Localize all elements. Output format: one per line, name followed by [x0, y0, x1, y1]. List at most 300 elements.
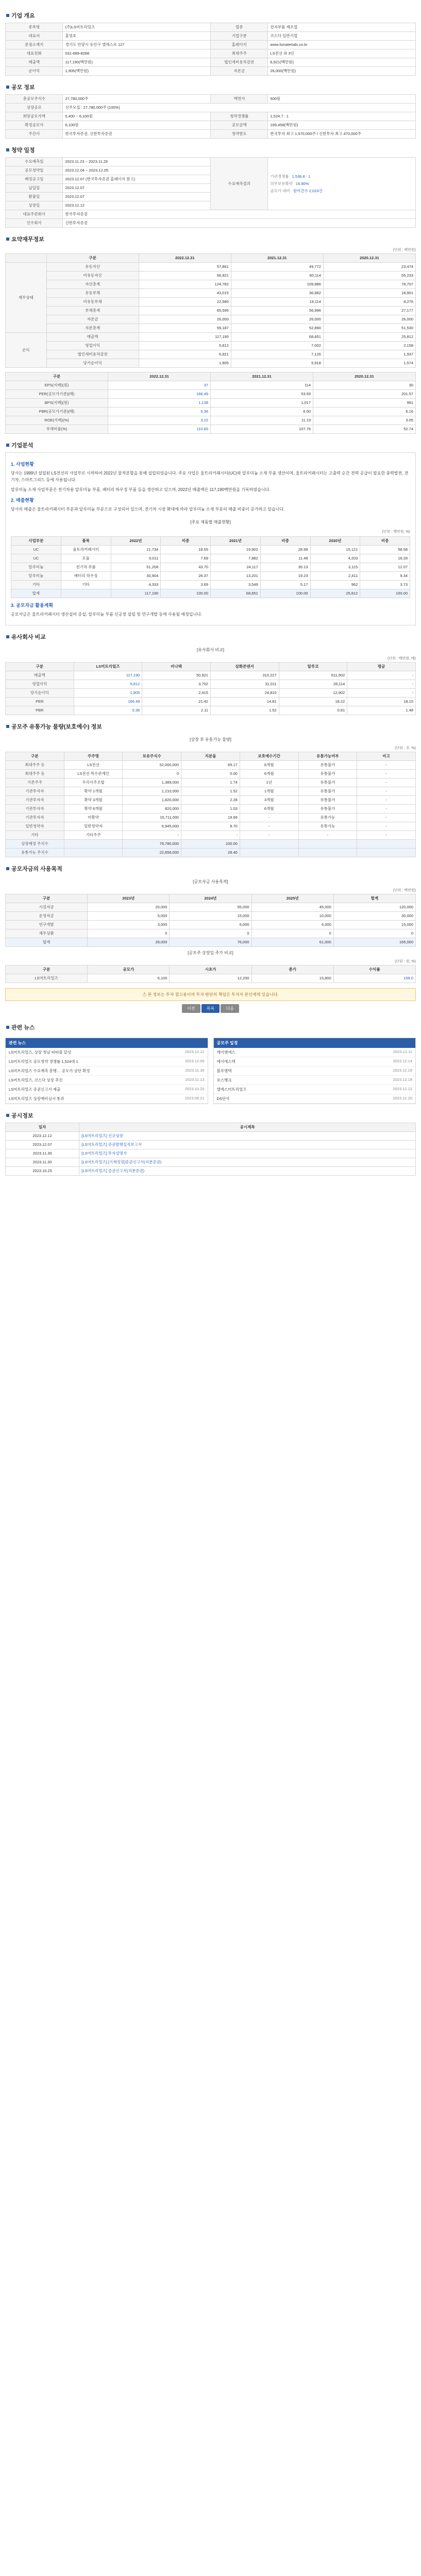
table-cell: 7,002 — [231, 342, 323, 350]
bullet-icon — [6, 148, 9, 151]
table-row — [6, 298, 416, 307]
table-cell: 159.0 — [333, 974, 415, 983]
table-cell: 자본금 — [46, 315, 139, 324]
table-cell — [298, 840, 357, 849]
table-header-row — [6, 663, 416, 671]
column-header: 유통가능여부 — [298, 752, 357, 761]
compare-caption: [공모주 상장일 주가 비교] — [188, 951, 233, 955]
table-cell: 0 — [88, 929, 170, 938]
table-row — [6, 67, 416, 76]
table-cell: 알루미늄 — [11, 572, 61, 581]
basic-info-table — [5, 23, 416, 76]
list-item[interactable] — [6, 1048, 208, 1057]
section-title-holders — [5, 715, 416, 734]
bullet-icon — [6, 86, 9, 89]
table-cell: 45,000 — [251, 903, 333, 912]
list-button[interactable]: 목록 — [201, 1004, 220, 1013]
field-label: 업종 — [210, 23, 267, 32]
table-cell: 15,121 — [310, 546, 360, 554]
table-row — [6, 324, 416, 333]
disclosure-link[interactable]: [LS머트리얼즈] 증권발행실적보고서 — [79, 1141, 416, 1149]
table-cell — [240, 849, 298, 857]
list-item[interactable] — [214, 1048, 416, 1057]
table-cell: 165,000 — [333, 938, 415, 947]
table-row — [6, 912, 416, 921]
table-row — [6, 831, 416, 840]
table-cell: 59,187 — [139, 324, 231, 333]
field-label: 납입일 — [6, 184, 63, 193]
demand-item — [270, 173, 413, 180]
column-header: 비중 — [161, 537, 211, 546]
table-cell: - — [357, 814, 416, 822]
table-cell: 43,015 — [139, 289, 231, 298]
field-value: LS전선 외 3인 — [268, 49, 416, 58]
table-cell: - — [240, 822, 298, 831]
field-value: 2023.12.12 — [63, 201, 211, 210]
table-cell: 0 — [333, 929, 415, 938]
table-cell: 비유동자산 — [46, 272, 139, 280]
field-label: 희망공모가액 — [6, 112, 63, 121]
table-cell: - — [123, 831, 181, 840]
table-cell: 962 — [310, 581, 360, 589]
table-cell: 15,000 — [333, 921, 415, 929]
table-cell: - — [357, 831, 416, 840]
table-cell: 68,651 — [231, 333, 323, 342]
list-item-date: 2023.12.20 — [393, 1096, 412, 1100]
column-header: 구분 — [6, 752, 64, 761]
table-cell: 28,000 — [88, 938, 170, 947]
list-item[interactable] — [6, 1057, 208, 1066]
field-value: 2023.11.23 ~ 2023.11.29 — [63, 158, 211, 166]
table-cell: 기타주주 — [64, 831, 123, 840]
table-cell: 1,138 — [108, 399, 211, 408]
list-item-title: LS머트리얼즈 증권신고서 제출 — [9, 1087, 61, 1092]
disclosure-link[interactable]: [LS머트리얼즈] [기재정정]증권신고서(지분증권) — [79, 1158, 416, 1167]
column-header: 비중 — [360, 537, 410, 546]
table-cell: 2,415 — [142, 689, 211, 698]
table-cell: 8.70 — [181, 822, 240, 831]
table-cell: - — [240, 831, 298, 840]
column-header: 비고 — [357, 752, 416, 761]
table-row — [11, 563, 410, 572]
table-cell: 11.19 — [211, 416, 313, 425]
table-cell: 당기순이익 — [46, 359, 139, 368]
analysis-paragraph: 알루미늄 소재 사업부문은 전기차용 알루미늄 부품, 배터리 하우징 부품 등을 생산하고 있으며, 2022년 매출액은 117,190백만원을 기록하였습니다. — [11, 487, 271, 492]
table-cell: 채무상환 — [6, 929, 88, 938]
list-item[interactable] — [214, 1076, 416, 1085]
table-cell: 21,734 — [111, 546, 161, 554]
list-item-title: 블루엠텍 — [216, 1069, 232, 1073]
table-cell: 0 — [123, 770, 181, 778]
table-cell: 6,921 — [139, 350, 231, 359]
table-row — [6, 23, 416, 32]
disclosure-date: 2023.11.30 — [6, 1149, 79, 1158]
schedule-column — [213, 1038, 416, 1104]
column-header: 보호예수기간 — [240, 752, 298, 761]
demand-item-label: 의무보유확약 — [270, 181, 293, 186]
table-row — [6, 95, 416, 104]
list-item[interactable] — [214, 1094, 416, 1104]
table-cell: 16.28 — [360, 554, 410, 563]
field-value: 500원 — [268, 95, 416, 104]
table-cell: 최대주주 등 — [6, 761, 64, 770]
table-cell: 4,333 — [111, 581, 161, 589]
table-cell: 78,707 — [323, 280, 415, 289]
table-row — [6, 1158, 416, 1167]
table-cell: 109,886 — [231, 280, 323, 289]
section-title-text: 청약 일정 — [11, 147, 35, 154]
sales-table — [11, 536, 410, 598]
column-header: 일자 — [6, 1123, 79, 1132]
column-header: 2022년 — [111, 537, 161, 546]
table-cell: 12.07 — [360, 563, 410, 572]
disclosure-link[interactable]: [LS머트리얼즈] 증권신고서(지분증권) — [79, 1167, 416, 1176]
table-cell: 28.99 — [260, 546, 310, 554]
table-row — [6, 315, 416, 324]
section-title-news — [5, 1016, 416, 1035]
table-cell: 15,800 — [251, 974, 333, 983]
field-value: 전자부품 제조업 — [268, 23, 416, 32]
table-cell: 매출액 — [6, 671, 74, 680]
table-cell: 31,011 — [210, 680, 279, 689]
field-label: 수요예측일 — [6, 158, 63, 166]
table-row — [6, 770, 416, 778]
column-header: 지분율 — [181, 752, 240, 761]
table-row — [6, 1141, 416, 1149]
table-row — [6, 929, 416, 938]
news-column-title: 관련 뉴스 — [6, 1038, 208, 1048]
table-cell: EPS(지배)(원) — [6, 381, 108, 390]
table-row — [6, 796, 416, 805]
table-row — [11, 572, 410, 581]
table-row — [6, 1149, 416, 1158]
list-item-title: 포스뱅크 — [216, 1078, 232, 1082]
table-cell: 56,996 — [231, 307, 323, 315]
table-cell: 19,902 — [211, 546, 261, 554]
field-value: 한국투자증권, 신한투자증권 — [63, 130, 211, 139]
table-row — [6, 822, 416, 831]
table-cell: 5,812 — [74, 680, 142, 689]
table-cell: 울트라커패시터 — [61, 546, 111, 554]
table-cell: 35.13 — [260, 563, 310, 572]
table-cell: 유동부채 — [46, 289, 139, 298]
analysis-paragraph: 공모자금은 울트라커패시터 생산설비 증설, 알루미늄 부품 신공장 설립 및 연구개발 등에 사용될 예정입니다. — [11, 612, 203, 617]
holders-caption: [상장 후 유통가능 물량] — [190, 737, 231, 742]
table-cell: 기관투자자 — [6, 805, 64, 814]
table-cell: 상장예정 주식수 — [6, 840, 64, 849]
table-cell: 유통불가 — [298, 796, 357, 805]
section-title-subscribe — [5, 139, 416, 157]
table-cell: 3,000 — [88, 921, 170, 929]
field-label: 환불일 — [6, 193, 63, 201]
table-cell: 100.00 — [260, 589, 310, 598]
notice-text: 본 정보는 투자 참고용이며 투자 판단의 책임은 투자자 본인에게 있습니다. — [147, 992, 279, 997]
list-item-date: 2023.10.25 — [184, 1087, 205, 1091]
table-cell: - — [347, 680, 416, 689]
table-row — [6, 399, 416, 408]
table-cell: 117,190 — [139, 333, 231, 342]
table-cell: 820,000 — [123, 805, 181, 814]
table-cell: 12,200 — [170, 974, 251, 983]
field-label: 홈페이지 — [210, 41, 267, 49]
column-header: 알루코 — [279, 663, 347, 671]
list-item-date: 2023.11.30 — [185, 1068, 205, 1073]
table-cell: 21.42 — [142, 698, 211, 706]
table-row — [6, 359, 416, 368]
field-value: 169,458(백만원) — [268, 121, 416, 130]
table-cell: 합계 — [6, 938, 88, 947]
table-cell: 19,114 — [231, 298, 323, 307]
column-header: 주주명 — [64, 752, 123, 761]
table-row — [6, 680, 416, 689]
table-cell: BPS(지배)(원) — [6, 399, 108, 408]
list-item[interactable] — [6, 1085, 208, 1094]
column-header: 평균 — [347, 663, 416, 671]
table-cell: 1,210,000 — [123, 787, 181, 796]
table-cell: 5,918 — [231, 359, 323, 368]
table-row — [6, 938, 416, 947]
table-cell: 6,100 — [88, 974, 170, 983]
table-cell: 2.28 — [181, 796, 240, 805]
disclosure-date: 2023.10.25 — [6, 1167, 79, 1176]
table-cell: 알루미늄 — [11, 563, 61, 572]
list-item[interactable] — [214, 1057, 416, 1066]
next-button[interactable]: 다음 — [221, 1004, 239, 1013]
use-table — [5, 894, 416, 947]
table-cell: 유통불가 — [298, 787, 357, 796]
table-cell: 3.22 — [108, 416, 211, 425]
table-cell: 22,580 — [139, 298, 231, 307]
table-cell: 비유동부채 — [46, 298, 139, 307]
table-cell: 6개월 — [240, 770, 298, 778]
table-row — [11, 589, 410, 598]
table-cell: 0.81 — [279, 706, 347, 715]
table-cell: 611,502 — [279, 671, 347, 680]
table-cell: 유통가능 주식수 — [6, 849, 64, 857]
disclosure-link[interactable]: [LS머트리얼즈] 투자설명서 — [79, 1149, 416, 1158]
table-row — [6, 289, 416, 298]
table-cell: 310,227 — [210, 671, 279, 680]
table-cell: 최대주주 등 — [6, 770, 64, 778]
field-value: 6,921(백만원) — [268, 58, 416, 67]
list-item-date: 2023.12.12 — [393, 1087, 412, 1091]
table-row — [6, 408, 416, 416]
list-item[interactable] — [6, 1076, 208, 1085]
column-header: 2021.12.31 — [231, 254, 323, 263]
table-cell: 7,882 — [211, 554, 261, 563]
field-value: www.lsmaterials.co.kr — [268, 41, 416, 49]
disclosure-link[interactable]: [LS머트리얼즈] 신규상장 — [79, 1132, 416, 1141]
table-row — [6, 805, 416, 814]
demand-result — [268, 158, 416, 210]
table-cell: 52,890 — [231, 324, 323, 333]
table-cell: - — [357, 761, 416, 770]
table-cell: 19.69 — [181, 814, 240, 822]
table-row — [6, 381, 416, 390]
table-row — [11, 546, 410, 554]
list-item-title: 엘에스머트리얼즈 — [216, 1087, 247, 1092]
field-label: 자본금 — [210, 67, 267, 76]
table-cell: 100.00 — [360, 589, 410, 598]
table-cell: 120,000 — [333, 903, 415, 912]
field-label: 액면가 — [210, 95, 267, 104]
table-cell — [357, 840, 416, 849]
section-title-text: 요약재무정보 — [11, 236, 44, 243]
list-item[interactable] — [214, 1066, 416, 1076]
column-header: 삼화콘덴서 — [210, 663, 279, 671]
table-cell: 51,208 — [111, 563, 161, 572]
table-cell: 20,000 — [88, 903, 170, 912]
table-cell: 24,117 — [211, 563, 261, 572]
column-header: 2022.12.31 — [108, 372, 211, 381]
peers-table — [5, 662, 416, 715]
table-cell: 2,411 — [310, 572, 360, 581]
table-cell: 일반청약자 — [6, 822, 64, 831]
list-item-title: 에이에스텍 — [216, 1059, 235, 1064]
list-item-date: 2023.12.05 — [184, 1059, 205, 1063]
table-row — [11, 581, 410, 589]
table-cell: 기관투자자 — [6, 814, 64, 822]
ipo-info-table — [5, 94, 416, 139]
table-cell — [64, 849, 123, 857]
table-cell: 50,921 — [142, 671, 211, 680]
table-cell: 7.69 — [161, 554, 211, 563]
bullet-icon — [6, 14, 9, 17]
table-cell: 107.76 — [211, 425, 313, 434]
schedule-column-title: 공모주 일정 — [214, 1038, 416, 1048]
table-cell: ROE(지배)(%) — [6, 416, 108, 425]
table-cell: 5.17 — [260, 581, 310, 589]
table-cell: PER — [6, 698, 74, 706]
table-cell: 9.34 — [360, 572, 410, 581]
table-cell: 55,233 — [323, 272, 415, 280]
table-cell: 1,820,000 — [123, 796, 181, 805]
column-header: 비중 — [260, 537, 310, 546]
table-header-row — [6, 965, 416, 974]
table-cell: 유통불가 — [298, 805, 357, 814]
table-header-row — [6, 1123, 416, 1132]
disclaimer-notice — [5, 988, 416, 1001]
table-cell: - — [357, 796, 416, 805]
finance-table — [5, 253, 416, 368]
table-cell: 12,902 — [279, 689, 347, 698]
table-cell: 3.05 — [313, 416, 416, 425]
section-title-text: 기업분석 — [11, 443, 33, 449]
table-header-row — [6, 894, 416, 903]
table-cell: 1,017 — [211, 399, 313, 408]
use-caption: [공모자금 사용목적] — [193, 879, 228, 884]
table-row — [6, 416, 416, 425]
table-cell: 1.03 — [181, 805, 240, 814]
bullet-icon — [6, 725, 9, 728]
table-cell: 1.52 — [181, 787, 240, 796]
table-cell: 6.00 — [211, 408, 313, 416]
table-cell: 49,772 — [231, 263, 323, 272]
list-item-date: 2023.09.21 — [184, 1096, 205, 1100]
section-title-text: 관련 뉴스 — [11, 1025, 35, 1031]
field-label: 총공모주식수 — [6, 95, 63, 104]
table-cell: 1.52 — [210, 706, 279, 715]
section-title-text: 유사회사 비교 — [11, 634, 46, 640]
analysis-heading-2: 2. 매출현황 — [11, 498, 34, 503]
table-cell: - — [357, 805, 416, 814]
table-cell: 매출액 — [46, 333, 139, 342]
table-row — [6, 1167, 416, 1176]
field-label: 수요예측결과 — [210, 158, 267, 210]
table-cell: 18.15 — [347, 698, 416, 706]
news-panel — [5, 1038, 416, 1104]
table-header-row — [6, 372, 416, 381]
column-header: 2020.12.31 — [313, 372, 416, 381]
table-row — [6, 121, 416, 130]
field-label: 청약경쟁률 — [210, 112, 267, 121]
table-cell: 기타 — [6, 831, 64, 840]
table-cell: 58.58 — [360, 546, 410, 554]
table-cell: 운영자금 — [6, 912, 88, 921]
list-item[interactable] — [214, 1085, 416, 1094]
warning-icon: ⚠ — [142, 992, 148, 997]
list-item[interactable] — [6, 1066, 208, 1076]
field-value: (주)LS머트리얼즈 — [63, 23, 211, 32]
section-title-basic — [5, 4, 416, 23]
group-label: 손익 — [6, 333, 47, 368]
column-header: 구분 — [6, 372, 108, 381]
table-cell: 3.69 — [161, 581, 211, 589]
holders-table — [5, 752, 416, 857]
field-value: 27,780,000주 — [63, 95, 211, 104]
table-row — [6, 671, 416, 680]
column-header: 공시제목 — [79, 1123, 416, 1132]
bullet-icon — [6, 238, 9, 241]
field-value: 코스닥 일반기업 — [268, 32, 416, 41]
table-cell: 18.55 — [161, 546, 211, 554]
news-column — [5, 1038, 208, 1104]
table-cell: 53.59 — [211, 390, 313, 399]
list-item[interactable] — [6, 1094, 208, 1104]
column-header: 보유주식수 — [123, 752, 181, 761]
table-cell: 28.40 — [181, 849, 240, 857]
field-value: 6,100원 — [63, 121, 211, 130]
table-row — [6, 32, 416, 41]
table-cell: 65.17 — [181, 761, 240, 770]
table-cell: 26.37 — [161, 572, 211, 581]
table-cell: 124,782 — [139, 280, 231, 289]
table-cell: 0 — [170, 929, 251, 938]
table-row — [6, 210, 416, 219]
table-cell: 991 — [313, 399, 416, 408]
section-title-use — [5, 857, 416, 876]
finance-unit: (단위 : 백만원) — [393, 248, 416, 252]
field-label: 상장일 — [6, 201, 63, 210]
prev-button[interactable]: 이전 — [182, 1004, 200, 1013]
table-row — [6, 130, 416, 139]
field-label: 순이익 — [6, 67, 63, 76]
demand-item-value: 16.80% — [295, 181, 309, 186]
table-cell: 26,000 — [139, 315, 231, 324]
field-value: 2023.12.07 — [63, 184, 211, 193]
table-cell: 8,276 — [323, 298, 415, 307]
field-value: 26,000(백만원) — [268, 67, 416, 76]
column-header: 2024년 — [170, 894, 251, 903]
section-title-footer — [5, 1104, 416, 1123]
table-cell: 6,000 — [251, 921, 333, 929]
analysis-heading-1: 1. 사업현황 — [11, 462, 34, 467]
table-cell: LS전선 특수관계인 — [64, 770, 123, 778]
table-row — [6, 706, 416, 715]
field-value: 경기도 안양시 동안구 엘에스로 127 — [63, 41, 211, 49]
table-cell: 기타 — [11, 581, 61, 589]
table-cell: 일반청약자 — [64, 822, 123, 831]
